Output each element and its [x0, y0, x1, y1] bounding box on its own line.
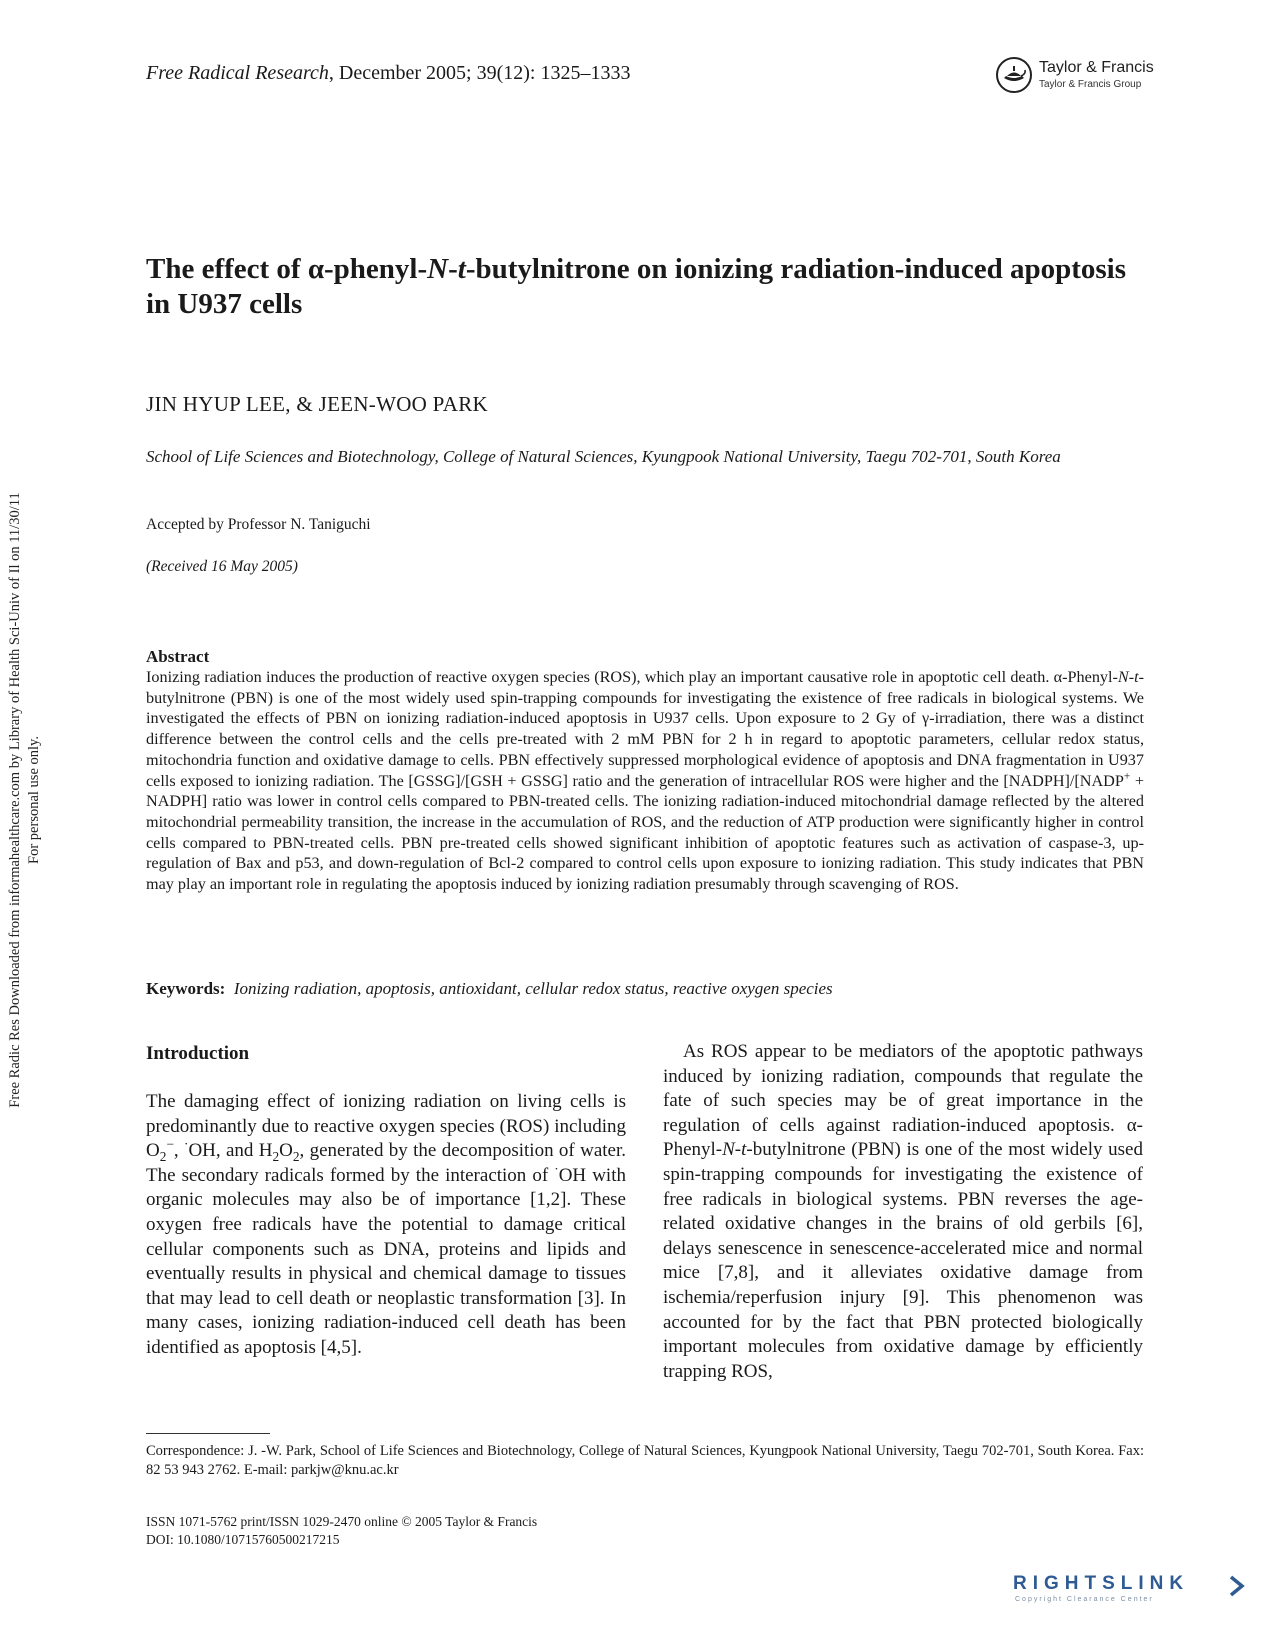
- rightslink-text: RIGHTSLINK: [1013, 1573, 1190, 1594]
- rightslink-logo: [1013, 1573, 1253, 1609]
- article-title: The effect of α-phenyl-N-t-butylnitrone on ionizing radiation-induced apoptosis in U937 cells: [146, 253, 1127, 320]
- watermark-line-1: Free Radic Res Downloaded from informahealthcare.com by Library of Health Sci-Univ of Il on 11/30/11: [7, 492, 23, 1108]
- journal-name: Free Radical Research: [146, 62, 329, 84]
- lamp-icon: [995, 56, 1033, 94]
- correspondence-footnote: Correspondence: J. -W. Park, School of Life Sciences and Biotechnology, College of Natural Sciences, Kyungpook National University, Taegu 702-701, South Korea. Fax: 82 53 943 2762. E-mail: parkjw@knu.ac.kr: [146, 1443, 1144, 1478]
- keywords-list: Ionizing radiation, apoptosis, antioxidant, cellular redox status, reactive oxygen species: [233, 979, 833, 998]
- publisher-group: Taylor & Francis Group: [1039, 79, 1142, 90]
- abstract-body: Ionizing radiation induces the production of reactive oxygen species (ROS), which play an important causative role in apoptotic cell death. α-Phenyl-N-t-butylnitrone (PBN) is one of the most widely used spin-trapping compounds for investigating the existence of free radicals in biological systems. We investigated the effects of PBN on ionizing radiation-induced apoptosis in U937 cells. Upon exposure to 2 Gy of γ-irradiation, there was a distinct difference between the control cells and the cells pre-treated with 2 mM PBN for 2 h in regard to apoptotic parameters, cellular redox status, mitochondria function and oxidative damage to cells. PBN effectively suppressed morphological evidence of apoptosis and DNA fragmentation in U937 cells exposed to ionizing radiation. The [GSSG]/[GSH + GSSG] ratio and the generation of intracellular ROS were higher and the [NADPH]/[NADP+ + NADPH] ratio was lower in control cells compared to PBN-treated cells. The ionizing radiation-induced mitochondrial damage reflected by the altered mitochondrial permeability transition, the increase in the accumulation of ROS, and the reduction of ATP production were significantly higher in control cells compared to PBN-treated cells. PBN pre-treated cells showed significant inhibition of apoptotic features such as activation of caspase-3, up-regulation of Bax and p53, and down-regulation of Bcl-2 compared to control cells upon exposure to ionizing radiation. This study indicates that PBN may play an important role in regulating the apoptosis induced by ionizing radiation presumably through scavenging of ROS.: [146, 668, 1144, 894]
- journal-volume-pages: , December 2005; 39(12): 1325–1333: [328, 62, 631, 84]
- download-watermark: [6, 420, 54, 1180]
- watermark-line-2: For personal use only.: [26, 736, 42, 864]
- rightslink-subtext: Copyright Clearance Center: [1015, 1596, 1154, 1603]
- keywords-label: Keywords:: [146, 979, 226, 998]
- affiliation: School of Life Sciences and Biotechnology, College of Natural Sciences, Kyungpook National University, Taegu 702-701, South Korea: [146, 447, 1061, 466]
- received-date: (Received 16 May 2005): [146, 558, 298, 575]
- publisher-logo: [995, 56, 1195, 100]
- abstract-heading: Abstract: [146, 647, 210, 666]
- journal-citation: [146, 62, 631, 85]
- accepted-by: Accepted by Professor N. Taniguchi: [146, 516, 371, 533]
- intro-right-column: As ROS appear to be mediators of the apoptotic pathways induced by ionizing radiation, compounds that regulate the fate of such species may be of great importance in the regulation of cells against radiation-induced apoptosis. α-Phenyl-N-t-butylnitrone (PBN) is one of the most widely used spin-trapping compounds for investigating the existence of free radicals in biological systems. PBN reverses the age-related oxidative changes in the brains of old gerbils [6], delays senescence in senescence-accelerated mice and normal mice [7,8], and it alleviates oxidative damage from ischemia/reperfusion injury [9]. This phenomenon was accounted for by the fact that PBN protected biologically important molecules from oxidative damage by efficiently trapping ROS,: [663, 1041, 1143, 1382]
- chevron-right-icon: [1227, 1575, 1247, 1597]
- doi-line: DOI: 10.1080/10715760500217215: [146, 1532, 340, 1547]
- section-heading-introduction: Introduction: [146, 1043, 250, 1064]
- issn-line: ISSN 1071-5762 print/ISSN 1029-2470 online © 2005 Taylor & Francis: [146, 1514, 538, 1529]
- footnote-divider: [146, 1433, 270, 1434]
- authors: JIN HYUP LEE, & JEEN-WOO PARK: [146, 392, 488, 416]
- publisher-name: Taylor & Francis: [1039, 59, 1154, 76]
- keywords: [146, 979, 833, 999]
- intro-left-column: The damaging effect of ionizing radiation on living cells is predominantly due to reactive oxygen species (ROS) including $O_2^-$, ·OH, and $H_2O_2$, generated by the decomposition of water. The secondary radicals formed by the interaction of ·OH with organic molecules may also be of importance [1,2]. These oxygen free radicals have the potential to damage critical cellular components such as DNA, proteins and lipids and eventually results in physical and chemical damage to tissues that may lead to cell death or neoplastic transformation [3]. In many cases, ionizing radiation-induced cell death has been identified as apoptosis [4,5].: [146, 1091, 627, 1358]
